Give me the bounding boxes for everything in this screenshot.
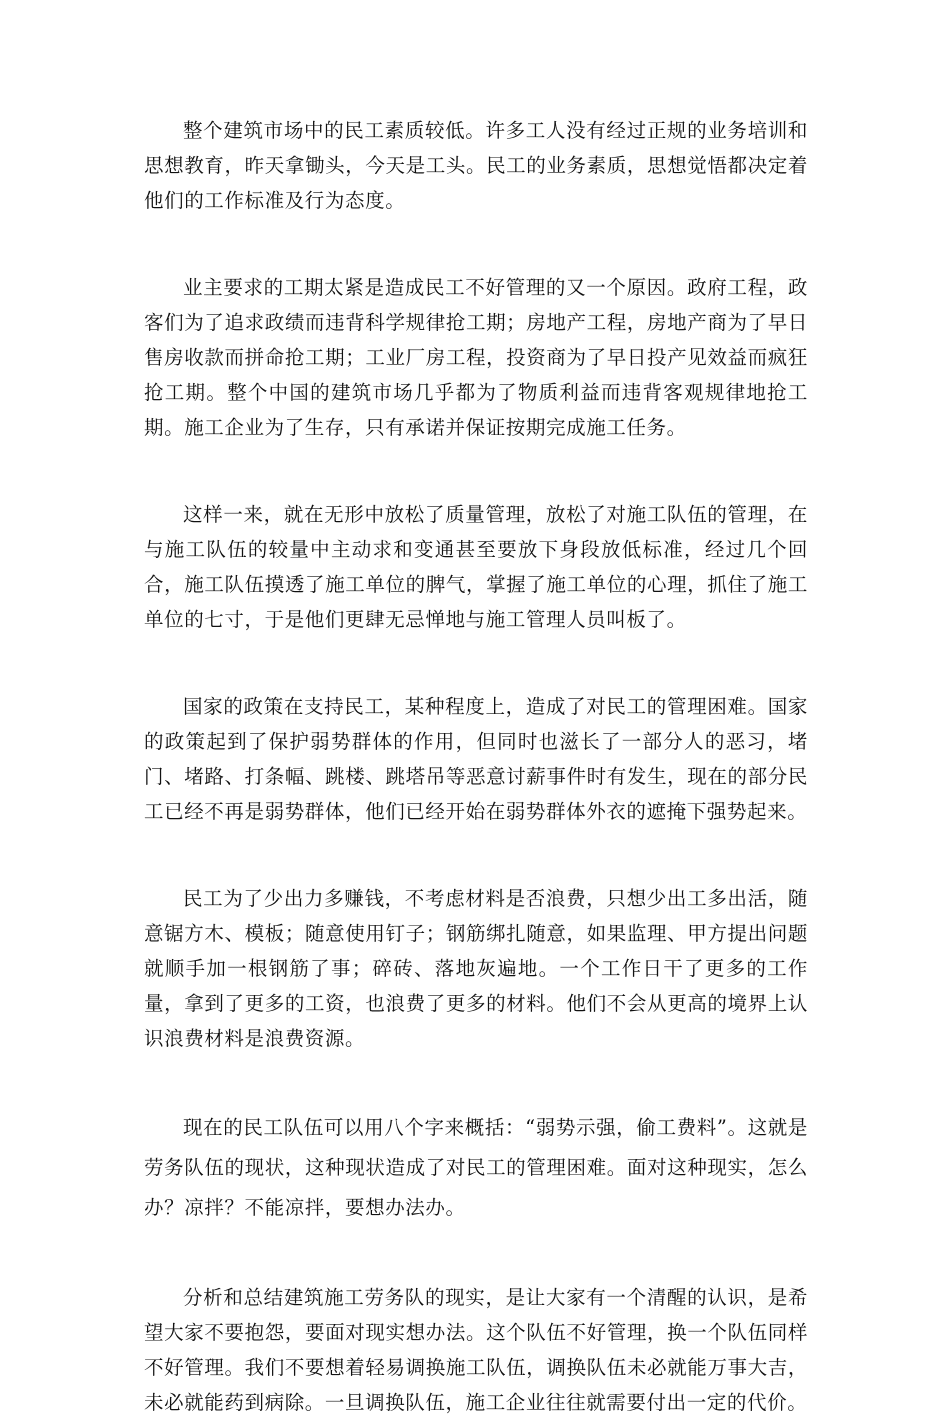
paragraph-7: 分析和总结建筑施工劳务队的现实，是让大家有一个清醒的认识，是希望大家不要抱怨，要面对现实想办法。这个队伍不好管理，换一个队伍同样不好管理。我们不要想着轻易调换施工队伍，调换队伍未必就能万事大吉，未必就能药到病除。一旦调换队伍，施工企业往往就需要付出一定的代价。 (144, 1286, 808, 1414)
paragraph-5: 民工为了少出力多赚钱，不考虑材料是否浪费，只想少出工多出活，随意锯方木、模板；随意使用钉子；钢筋绑扎随意，如果监理、甲方提出问题就顺手加一根钢筋了事；碎砖、落地灰遍地。一个工作日干了更多的工作量，拿到了更多的工资，也浪费了更多的材料。他们不会从更高的境界上认识浪费材料是浪费资源。 (144, 887, 808, 1050)
document-page (144, 113, 808, 1420)
paragraph-2: 业主要求的工期太紧是造成民工不好管理的又一个原因。政府工程，政客们为了追求政绩而违背科学规律抢工期；房地产工程，房地产商为了早日售房收款而拼命抢工期；工业厂房工程，投资商为了早日投产见效益而疯狂抢工期。整个中国的建筑市场几乎都为了物质利益而违背客观规律地抢工期。施工企业为了生存，只有承诺并保证按期完成施工任务。 (144, 276, 808, 439)
paragraph-1: 整个建筑市场中的民工素质较低。许多工人没有经过正规的业务培训和思想教育，昨天拿锄头，今天是工头。民工的业务素质，思想觉悟都决定着他们的工作标准及行为态度。 (144, 119, 808, 212)
paragraph-6: 现在的民工队伍可以用八个字来概括：“弱势示强，偷工费料”。这就是劳务队伍的现状，这种现状造成了对民工的管理困难。面对这种现实，怎么办？凉拌？不能凉拌，要想办法办。 (144, 1116, 808, 1219)
paragraph-4: 国家的政策在支持民工，某种程度上，造成了对民工的管理困难。国家的政策起到了保护弱势群体的作用，但同时也滋长了一部分人的恶习，堵门、堵路、打条幅、跳楼、跳塔吊等恶意讨薪事件时有发生，现在的部分民工已经不再是弱势群体，他们已经开始在弱势群体外衣的遮掩下强势起来。 (144, 695, 808, 823)
paragraph-3: 这样一来，就在无形中放松了质量管理，放松了对施工队伍的管理，在与施工队伍的较量中主动求和变通甚至要放下身段放低标准，经过几个回合，施工队伍摸透了施工单位的脾气，掌握了施工单位的心理，抓住了施工单位的七寸，于是他们更肆无忌惮地与施工管理人员叫板了。 (144, 503, 808, 631)
